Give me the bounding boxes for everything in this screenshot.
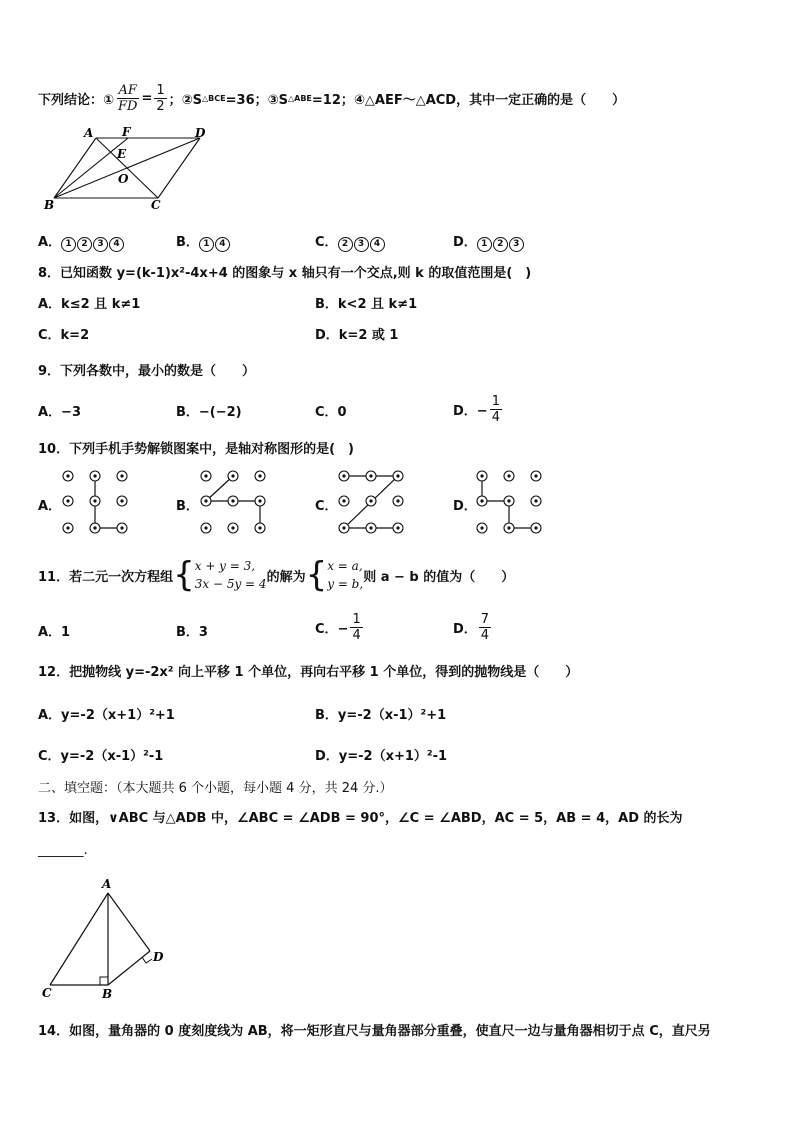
lock-dot-center (231, 526, 234, 529)
q7-label-A: A (84, 126, 94, 140)
q13-label-D: D (153, 950, 164, 964)
lock-dot-center (396, 526, 399, 529)
q10-pattern-c[interactable] (336, 466, 408, 538)
q7-eq: = (141, 90, 153, 106)
q7-ratio-den: FD (118, 98, 138, 114)
q7-option-b-letter: B． (176, 235, 199, 250)
q7-label-F: F (122, 125, 131, 139)
q12-stem: 12．把抛物线 y=-2x² 向上平移 1 个单位，再向右平移 1 个单位，得到的抛物线是（ ） (38, 665, 579, 680)
q8-option-c[interactable]: C．k=2 (38, 328, 90, 343)
lock-dot-center (120, 499, 123, 502)
fraction-den: 4 (491, 409, 500, 425)
q7-c2: ；②S (168, 92, 203, 108)
lock-dot-center (369, 526, 372, 529)
q13-triangle-figure (38, 873, 178, 1003)
q7-label-B: B (44, 198, 55, 212)
q11-sol2: y = b, (327, 577, 364, 591)
q8-option-b[interactable]: B．k<2 且 k≠1 (315, 297, 418, 312)
q13-label-A: A (102, 877, 112, 891)
lock-dot-center (93, 526, 96, 529)
fraction-den: 4 (352, 627, 361, 643)
lock-dot-center (204, 499, 207, 502)
q7-label-C: C (151, 198, 161, 212)
circled-number: 3 (509, 237, 524, 252)
q9-option-a[interactable]: A．−3 (38, 405, 81, 420)
q9-option-b[interactable]: B．−(−2) (176, 405, 242, 420)
q9-option-c[interactable]: C．0 (315, 405, 347, 420)
lock-dot-center (231, 474, 234, 477)
circled-number: 4 (109, 237, 124, 252)
q9-stem: 9．下列各数中，最小的数是（ ） (38, 364, 256, 379)
lock-dot-center (507, 526, 510, 529)
q7-c3-sub: △ABE (287, 93, 312, 103)
q13-stem: 13．如图，∨ABC 与△ADB 中，∠ABC = ∠ADB = 90°，∠C = ∠ABD，AC = 5，AB = 4，AD 的长为 (38, 811, 683, 826)
q11-eq2: 3x − 5y = 4 (194, 577, 267, 591)
lock-dot-center (342, 499, 345, 502)
lock-dot-center (480, 526, 483, 529)
q11-option-a[interactable]: A．1 (38, 625, 71, 640)
fraction-num: 1 (491, 393, 500, 409)
q9-option-d-fraction (490, 394, 502, 425)
q7-statement (38, 84, 625, 112)
lock-dot-center (93, 474, 96, 477)
q11-stem-pre: 11．若二元一次方程组 (38, 569, 174, 585)
lock-dot-center (396, 499, 399, 502)
q7-option-d[interactable] (453, 231, 525, 252)
circled-number: 1 (477, 237, 492, 252)
q7-c3-val: =12；④△AEF～△ACD，其中一定正确的是（ ） (311, 92, 626, 108)
circled-number: 2 (338, 237, 353, 252)
lock-dot-center (120, 474, 123, 477)
q13-answer-blank[interactable]: _______. (38, 843, 88, 858)
section-heading-fill-in: 二、填空题：（本大题共 6 个小题，每小题 4 分，共 24 分.） (38, 781, 393, 796)
lock-dot-center (369, 474, 372, 477)
q7-ratio-num: AF (118, 82, 137, 98)
q9-option-d[interactable] (453, 392, 504, 426)
lock-dot-center (66, 499, 69, 502)
q11-option-c[interactable] (315, 610, 365, 644)
circled-number: 3 (354, 237, 369, 252)
q7-half-fraction (154, 83, 166, 114)
q7-option-c-letter: C． (315, 235, 338, 250)
lock-dot-center (120, 526, 123, 529)
q8-stem: 8．已知函数 y=(k-1)x²-4x+4 的图象与 x 轴只有一个交点,则 k 的取值范围是( ) (38, 266, 532, 281)
fraction-den: 4 (480, 627, 490, 643)
q11-option-d-prefix: D． (453, 621, 477, 637)
q13-label-B: B (102, 987, 113, 1001)
q8-option-a[interactable]: A．k≤2 且 k≠1 (38, 297, 141, 312)
q10-option-c-letter[interactable]: C． (315, 499, 338, 514)
circled-number: 1 (61, 237, 76, 252)
circled-number: 1 (199, 237, 214, 252)
q7-half-den: 2 (156, 98, 165, 114)
circled-number: 2 (493, 237, 508, 252)
fraction-num: 7 (480, 611, 490, 627)
q7-option-a-letter: A． (38, 235, 62, 250)
lock-dot-center (369, 499, 372, 502)
q14-stem: 14．如图，量角器的 0 度刻度线为 AB，将一矩形直尺与量角器部分重叠，使直尺一边与量角器相切于点 C，直尺另 (38, 1024, 711, 1039)
q10-pattern-b[interactable] (198, 466, 270, 538)
q11-mid: 的解为 (266, 569, 306, 585)
q10-option-a-letter[interactable]: A． (38, 499, 62, 514)
lock-dot-center (66, 474, 69, 477)
q12-option-a[interactable]: A．y=-2（x+1）²+1 (38, 708, 175, 723)
lock-dot-center (258, 474, 261, 477)
lock-dot-center (258, 526, 261, 529)
lock-dot-center (507, 499, 510, 502)
circled-number: 2 (77, 237, 92, 252)
lock-dot-center (396, 474, 399, 477)
brace-glyph: { (173, 555, 195, 595)
q12-option-c[interactable]: C．y=-2（x-1）²-1 (38, 749, 164, 764)
q7-option-d-letter: D． (453, 235, 477, 250)
circled-number: 4 (215, 237, 230, 252)
q11-eq1: x + y = 3, (194, 559, 256, 573)
q11-solution-system (327, 557, 363, 593)
q7-option-c[interactable] (315, 231, 386, 252)
q11-option-c-prefix: C．− (315, 621, 349, 637)
q7-ratio-fraction (116, 83, 139, 114)
q7-label-D: D (195, 126, 206, 140)
q7-option-a[interactable] (38, 231, 125, 252)
lock-dot-center (534, 474, 537, 477)
lock-dot-center (258, 499, 261, 502)
q11-option-d-fraction (479, 612, 491, 643)
q11-stem (38, 554, 514, 596)
q11-stem-post: 则 a − b 的值为（ ） (363, 569, 515, 585)
q10-option-d-letter[interactable]: D． (453, 499, 477, 514)
lock-dot-center (480, 499, 483, 502)
q10-pattern-a[interactable] (60, 466, 132, 538)
q12-option-b[interactable]: B．y=-2（x-1）²+1 (315, 708, 447, 723)
lock-dot-center (480, 474, 483, 477)
q7-c2-sub: △BCE (202, 93, 226, 103)
brace-glyph: { (305, 555, 328, 595)
q7-label-O: O (118, 172, 129, 186)
lock-dot-center (93, 499, 96, 502)
lock-dot-center (534, 499, 537, 502)
q10-option-b-letter[interactable]: B． (176, 499, 199, 514)
q11-equation-system (195, 557, 267, 593)
q7-c2-val: =36；③S (225, 92, 288, 108)
q13-label-C: C (42, 986, 52, 1000)
lock-dot-center (342, 474, 345, 477)
q7-intro: 下列结论：① (38, 92, 115, 108)
q11-option-d[interactable] (453, 610, 493, 644)
lock-dot-center (231, 499, 234, 502)
q11-option-b[interactable]: B．3 (176, 625, 208, 640)
q7-label-E: E (117, 147, 127, 161)
lock-dot-center (204, 526, 207, 529)
circled-number: 3 (93, 237, 108, 252)
q11-sol1: x = a, (327, 559, 363, 573)
lock-dot-center (204, 474, 207, 477)
circled-number: 4 (370, 237, 385, 252)
lock-dot-center (342, 526, 345, 529)
lock-dot-center (507, 474, 510, 477)
q10-stem: 10．下列手机手势解锁图案中，是轴对称图形的是( ) (38, 442, 354, 457)
q12-option-d[interactable]: D．y=-2（x+1）²-1 (315, 749, 448, 764)
q7-half-num: 1 (156, 82, 165, 98)
q11-option-c-fraction (350, 612, 362, 643)
fraction-num: 1 (352, 611, 361, 627)
q8-option-d[interactable]: D．k=2 或 1 (315, 328, 399, 343)
lock-dot-center (66, 526, 69, 529)
q7-parallelogram-figure (38, 124, 218, 216)
q9-option-d-prefix: D．− (453, 403, 488, 419)
lock-dot-center (534, 526, 537, 529)
q7-option-b[interactable] (176, 231, 231, 252)
q10-pattern-d[interactable] (474, 466, 546, 538)
